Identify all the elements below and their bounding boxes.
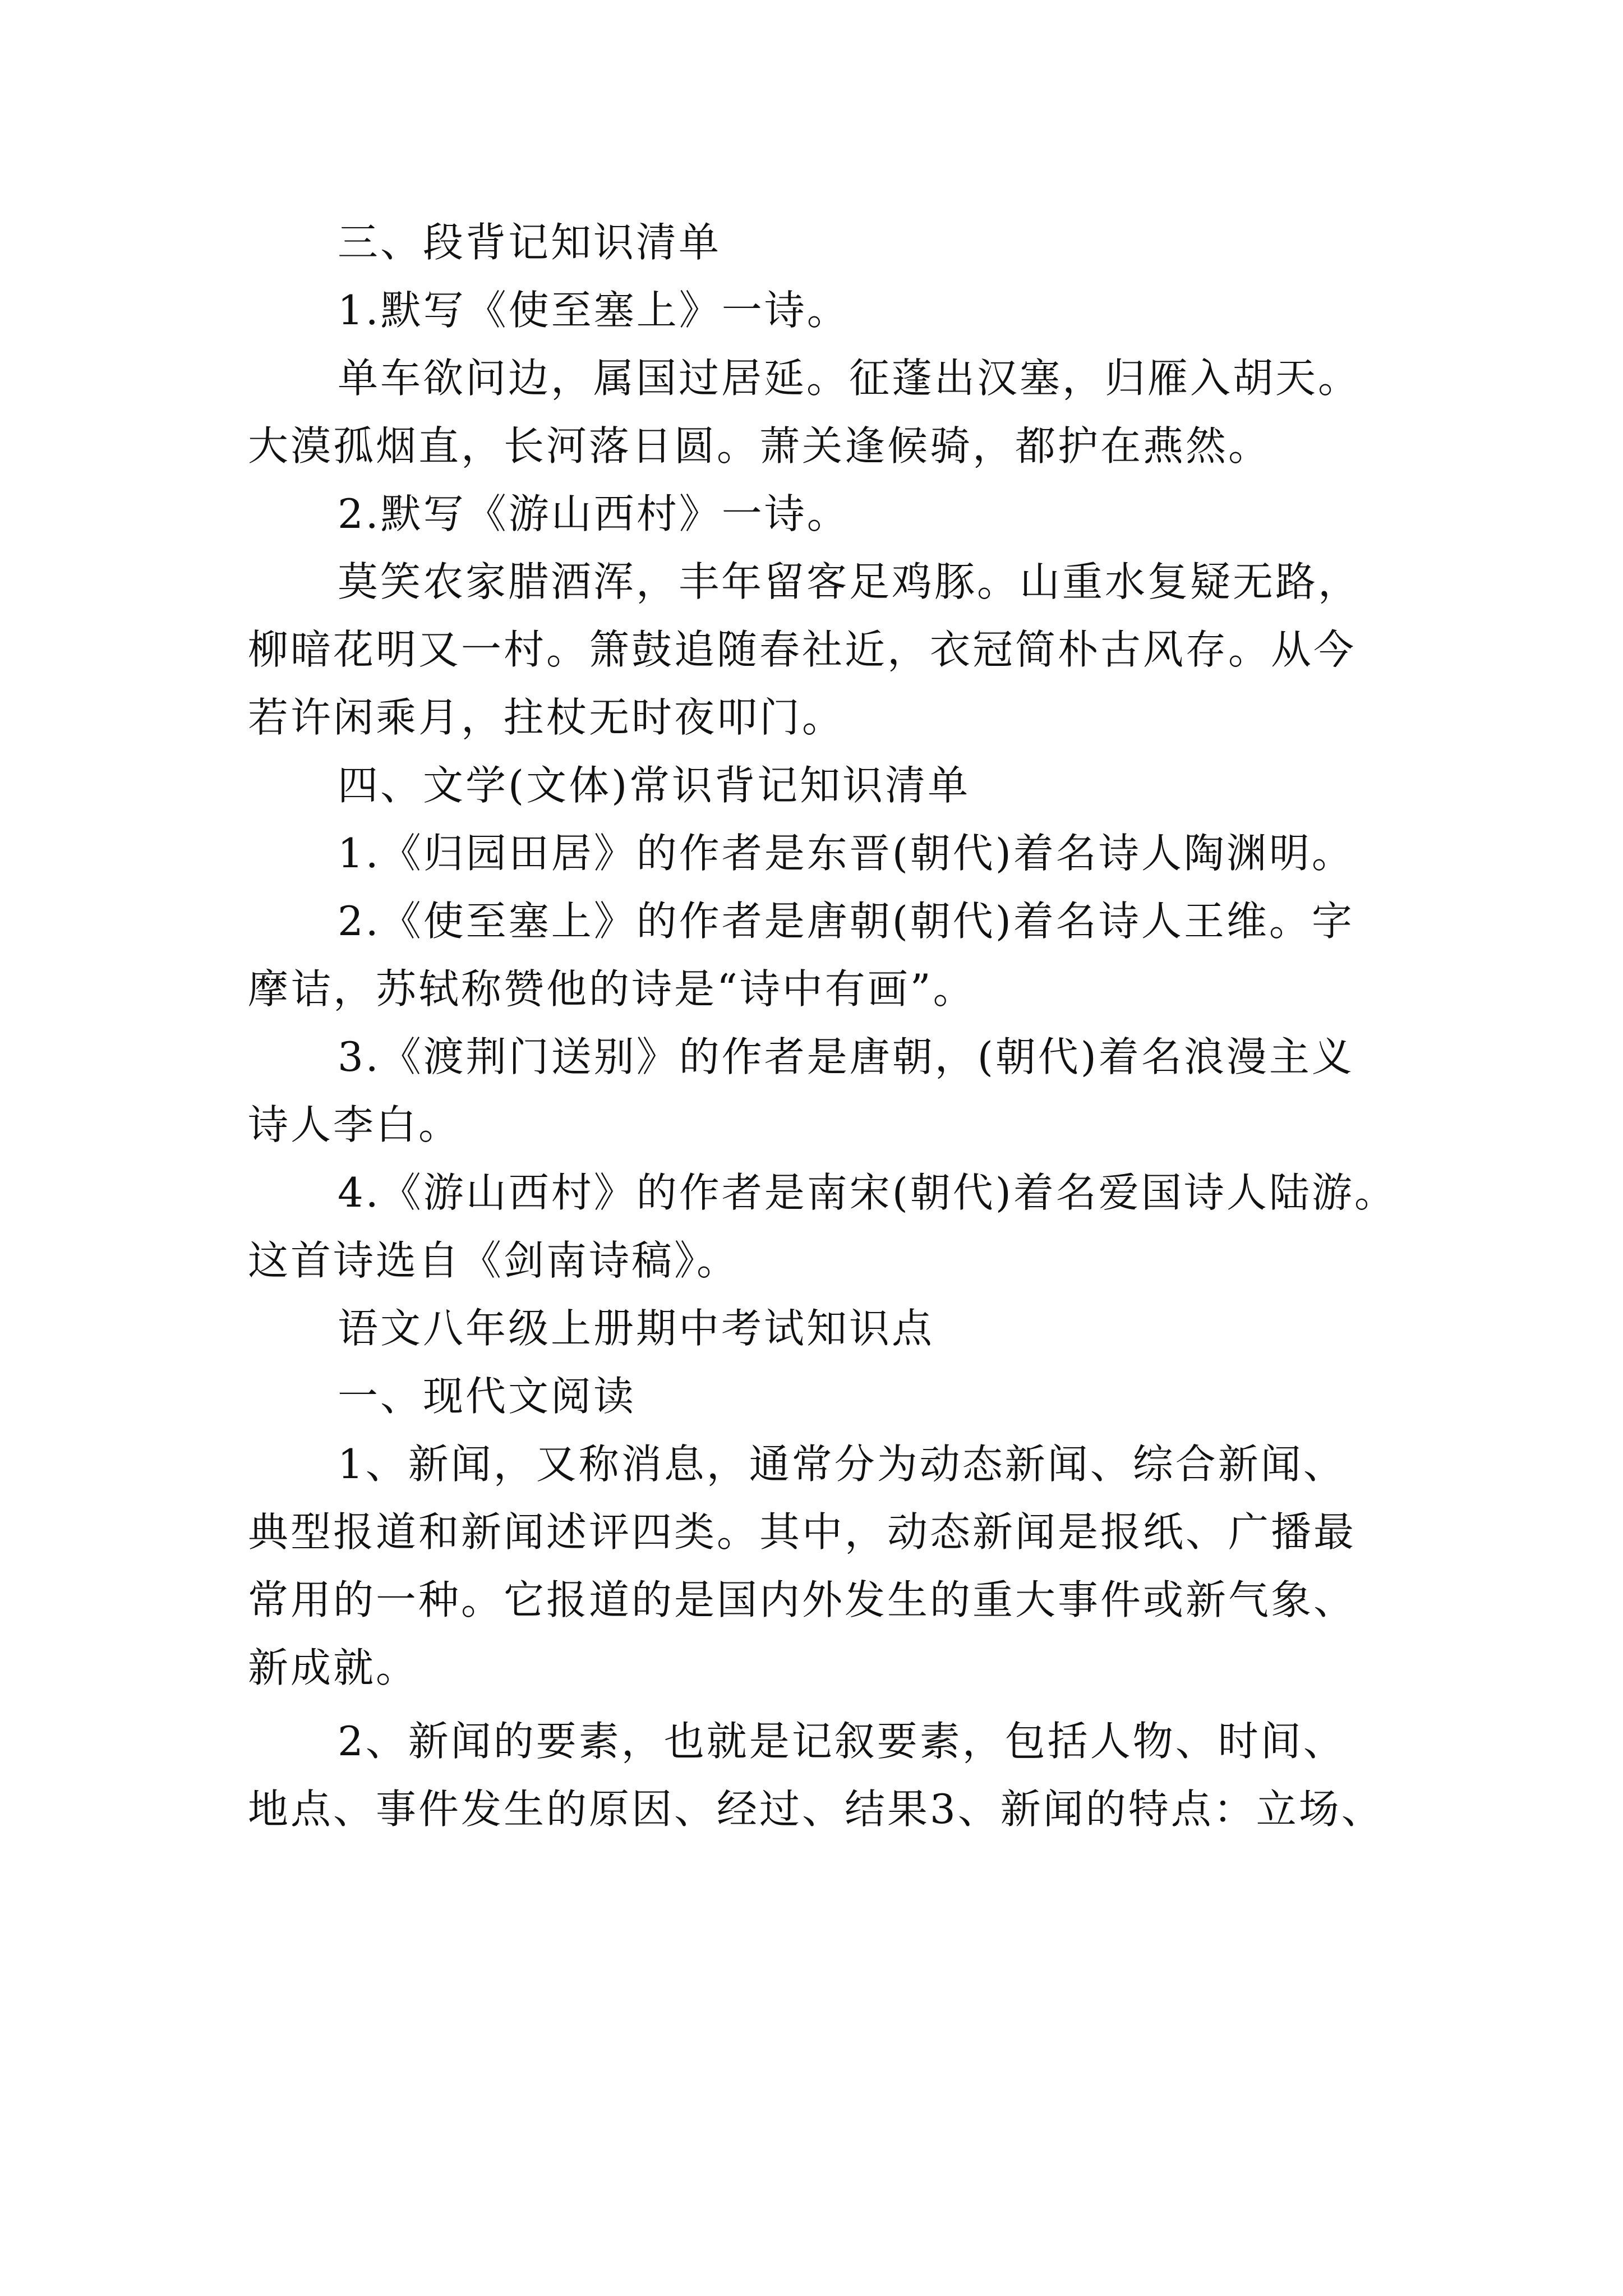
poem-line: 大漠孤烟直，长河落日圆。萧关逢候骑，都护在燕然。	[248, 422, 1271, 470]
section-heading-modern-reading: 一、现代文阅读	[338, 1373, 637, 1420]
item-title-youshanxicun: 2.默写《游山西村》一诗。	[338, 490, 850, 537]
section-heading-recitation: 三、段背记知识清单	[338, 219, 722, 266]
paragraph-line: 1、新闻，又称消息，通常分为动态新闻、综合新闻、	[338, 1441, 1346, 1488]
list-item-continuation: 诗人李白。	[248, 1101, 462, 1148]
document-subtitle: 语文八年级上册期中考试知识点	[338, 1305, 935, 1352]
poem-line: 若许闲乘月，拄杖无时夜叩门。	[248, 694, 845, 741]
list-item: 1.《归园田居》的作者是东晋(朝代)着名诗人陶渊明。	[338, 830, 1354, 877]
item-title-shizhisaishang: 1.默写《使至塞上》一诗。	[338, 287, 850, 334]
paragraph-line: 新成就。	[248, 1644, 419, 1691]
section-heading-literature: 四、文学(文体)常识背记知识清单	[338, 762, 971, 809]
list-item-continuation: 这首诗选自《剑南诗稿》。	[248, 1237, 740, 1284]
poem-line: 莫笑农家腊酒浑，丰年留客足鸡豚。山重水复疑无路，	[338, 558, 1361, 605]
paragraph-line: 地点、事件发生的原因、经过、结果3、新闻的特点：立场、	[248, 1786, 1384, 1833]
list-item: 3.《渡荆门送别》的作者是唐朝，(朝代)着名浪漫主义	[338, 1033, 1354, 1080]
paragraph-line: 典型报道和新闻述评四类。其中，动态新闻是报纸、广播最	[248, 1508, 1357, 1556]
document-body	[248, 209, 1397, 1843]
list-item-continuation: 摩诘，苏轼称赞他的诗是“诗中有画”。	[248, 965, 976, 1013]
paragraph-line: 常用的一种。它报道的是国内外发生的重大事件或新气象、	[248, 1576, 1357, 1623]
list-item: 4.《游山西村》的作者是南宋(朝代)着名爱国诗人陆游。	[338, 1169, 1397, 1216]
paragraph-line: 2、新闻的要素，也就是记叙要素，包括人物、时间、	[338, 1718, 1346, 1765]
poem-line: 单车欲问边，属国过居延。征蓬出汉塞，归雁入胡天。	[338, 355, 1361, 402]
list-item: 2.《使至塞上》的作者是唐朝(朝代)着名诗人王维。字	[338, 898, 1354, 945]
poem-line: 柳暗花明又一村。箫鼓追随春社近，衣冠简朴古风存。从今	[248, 626, 1357, 673]
